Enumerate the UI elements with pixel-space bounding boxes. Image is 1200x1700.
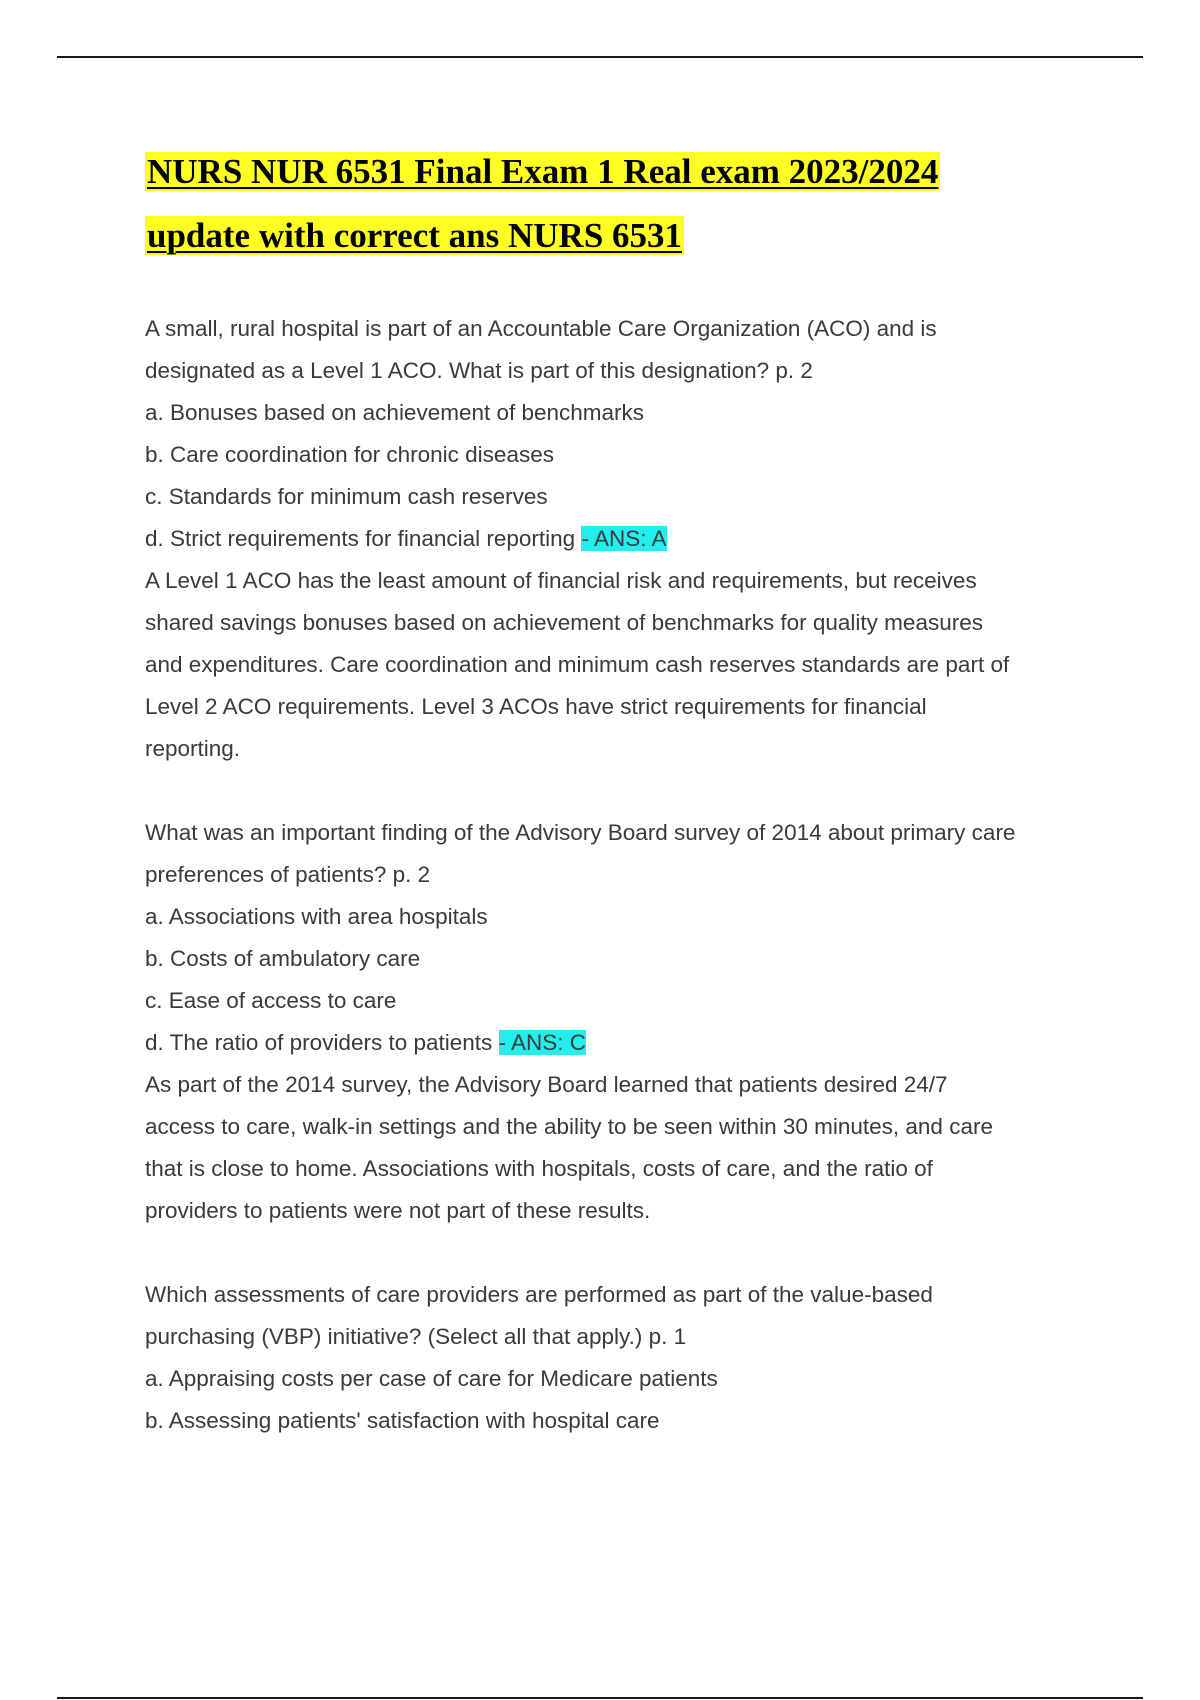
question-stem: purchasing (VBP) initiative? (Select all that apply.) p. 1: [145, 1324, 687, 1349]
top-rule: [57, 56, 1143, 58]
rationale-line: and expenditures. Care coordination and minimum cash reserves standards are part of: [145, 652, 1010, 677]
question-3: [145, 1274, 1095, 1442]
answer-option-d: d. Strict requirements for financial reporting - ANS: A: [145, 526, 667, 551]
rationale-line: access to care, walk-in settings and the ability to be seen within 30 minutes, and care: [145, 1114, 993, 1139]
answer-option-c: c. Standards for minimum cash reserves: [145, 484, 548, 509]
answer-key: - ANS: A: [581, 526, 667, 551]
spacer: [145, 1232, 1095, 1274]
rationale-line: reporting.: [145, 736, 241, 761]
rationale-line: providers to patients were not part of these results.: [145, 1198, 651, 1223]
rationale-line: shared savings bonuses based on achievement of benchmarks for quality measures: [145, 610, 983, 635]
answer-option-b: b. Assessing patients' satisfaction with hospital care: [145, 1408, 660, 1433]
answer-key: - ANS: C: [498, 1030, 587, 1055]
question-2: [145, 812, 1095, 1232]
answer-option-b: b. Care coordination for chronic diseases: [145, 442, 554, 467]
question-stem: A small, rural hospital is part of an Accountable Care Organization (ACO) and is: [145, 316, 937, 341]
answer-option-c: c. Ease of access to care: [145, 988, 397, 1013]
bottom-rule: [57, 1697, 1143, 1699]
answer-option-a: a. Associations with area hospitals: [145, 904, 488, 929]
answer-option-b: b. Costs of ambulatory care: [145, 946, 421, 971]
rationale-line: Level 2 ACO requirements. Level 3 ACOs have strict requirements for financial: [145, 694, 927, 719]
answer-option-a: a. Appraising costs per case of care for Medicare patients: [145, 1366, 718, 1391]
answer-option-d: d. The ratio of providers to patients - ANS: C: [145, 1030, 587, 1055]
question-stem: designated as a Level 1 ACO. What is part of this designation? p. 2: [145, 358, 813, 383]
question-stem: Which assessments of care providers are performed as part of the value-based: [145, 1282, 933, 1307]
rationale-line: A Level 1 ACO has the least amount of financial risk and requirements, but receives: [145, 568, 977, 593]
spacer: [145, 770, 1095, 812]
answer-option-a: a. Bonuses based on achievement of benchmarks: [145, 400, 645, 425]
question-stem: What was an important finding of the Advisory Board survey of 2014 about primary care: [145, 820, 1016, 845]
document-body: [145, 308, 1095, 1442]
title-line-2: update with correct ans NURS 6531: [147, 216, 683, 255]
rationale-line: As part of the 2014 survey, the Advisory Board learned that patients desired 24/7: [145, 1072, 948, 1097]
title-line-1: NURS NUR 6531 Final Exam 1 Real exam 2023/2024: [147, 152, 939, 191]
document-title: [145, 140, 1045, 268]
question-1: [145, 308, 1095, 770]
rationale-line: that is close to home. Associations with hospitals, costs of care, and the ratio of: [145, 1156, 933, 1181]
question-stem: preferences of patients? p. 2: [145, 862, 431, 887]
